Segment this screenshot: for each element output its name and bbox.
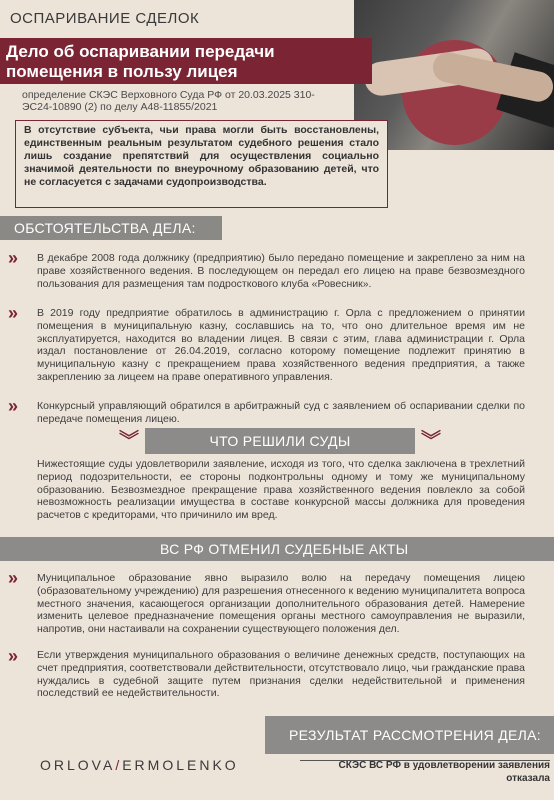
list-item: В декабре 2008 года должнику (предприятию) было передано помещение и закреплено за ним на праве хозяйственного ведения. В последующем он передал его лицею на праве безвозмездного пользования для размещения там подросткового клуба «Ровесник». (37, 252, 525, 290)
section-result: РЕЗУЛЬТАТ РАССМОТРЕНИЯ ДЕЛА: (265, 716, 554, 754)
double-chevron-right-icon: » (8, 646, 19, 666)
list-item: Муниципальное образование явно выразило волю на передачу помещения лицею (образовательному учреждению) для разрешения отнесенного к ведению муниципалитета вопроса местного значения, касающегося организации дополнительного образования детей. Намерение изменить целевое предназначение помещения органы местного самоуправления не выразили, напротив, они настаивали на сохранении существующего положения дел. (37, 572, 525, 636)
case-title: Дело об оспаривании передачи помещения в пользу лицея (0, 38, 372, 84)
firm-logo (40, 757, 239, 773)
category-title: ОСПАРИВАНИЕ СДЕЛОК (10, 10, 200, 27)
logo-left: ORLOVA (40, 757, 116, 773)
courts-text: Нижестоящие суды удовлетворили заявление, исходя из того, что сделка заключена в трехлетний период подозрительности, ее стороны подконтрольны одному и тому же муниципальному образованию. Безвозмездное прекращение права хозяйственного ведения повлекло за собой невозможность реализации имущества в составе конкурсной массы должника для проведения расчетов с кредиторами, что причинило им вред. (37, 458, 525, 522)
double-chevron-right-icon: » (8, 568, 19, 588)
double-chevron-right-icon: » (8, 303, 19, 323)
logo-slash: / (115, 757, 123, 773)
double-chevron-down-icon: ︾ (119, 430, 139, 452)
section-courts: ЧТО РЕШИЛИ СУДЫ (145, 428, 415, 454)
ruling-reference: определение СКЭС Верховного Суда РФ от 20.03.2025 310-ЭС24-10890 (2) по делу А48-11855/2021 (22, 89, 315, 113)
list-item: Если утверждения муниципального образования о величине денежных средств, поступающих на счет предприятия, соответствовали действительности, отсутствовало лицо, чьи гражданские права нуждались в судебной защите путем признания сделки недействительной и применения последствий ее недействительности. (37, 649, 525, 700)
double-chevron-down-icon: ︾ (421, 430, 441, 452)
quote-box: В отсутствие субъекта, чьи права могли быть восстановлены, единственным реальным результатом судебного решения стало лишь создание препятствий для осуществления социально значимой деятельности по внеурочному образованию детей, что не согласуется с задачами судопроизводства. (15, 120, 388, 208)
section-circumstances: ОБСТОЯТЕЛЬСТВА ДЕЛА: (0, 216, 222, 240)
list-item: Конкурсный управляющий обратился в арбитражный суд с заявлением об оспаривании сделки по передаче помещения лицею. (37, 400, 525, 425)
section-supreme-court: ВС РФ ОТМЕНИЛ СУДЕБНЫЕ АКТЫ (0, 537, 554, 561)
result-text: СКЭС ВС РФ в удовлетворении заявления отказала (338, 760, 550, 784)
logo-right: ERMOLENKO (122, 757, 239, 773)
double-chevron-right-icon: » (8, 396, 19, 416)
list-item: В 2019 году предприятие обратилось в администрацию г. Орла с предложением о принятии помещения в муниципальную казну, сославшись на то, что оно длительное время им не эксплуатируется, находится во владении лицея. В связи с этим, глава администрации г. Орла издал постановление от 26.04.2019, согласно которому помещение подлежит принятию в муниципальную казну с прекращением права хозяйственного ведения предприятия, а также закреплению за лицеем на праве оперативного управления. (37, 307, 525, 383)
double-chevron-right-icon: » (8, 248, 19, 268)
